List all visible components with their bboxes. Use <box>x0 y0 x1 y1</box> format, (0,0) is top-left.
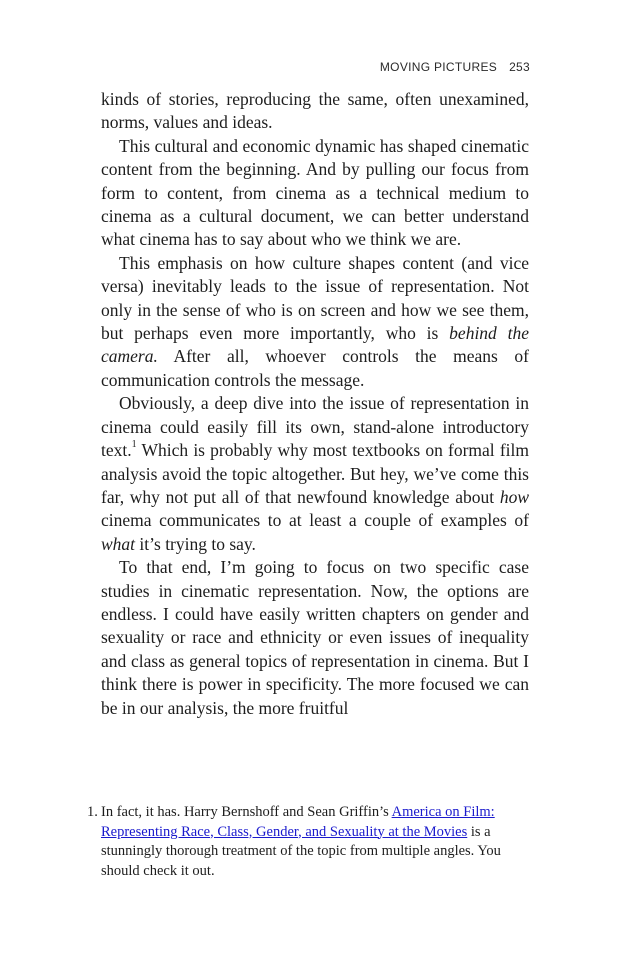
paragraph-1 <box>101 88 529 135</box>
paragraph-1-text: kinds of stories, reproducing the same, often unexamined, norms, values and ideas. <box>101 89 529 133</box>
paragraph-4-text-mid: Which is probably why most textbooks on formal film analysis avoid the topic altogether. But hey, we’ve come this far, why not put all of that newfound knowledge about <box>101 440 529 507</box>
footnote-1 <box>87 803 521 881</box>
running-head <box>380 60 530 74</box>
paragraph-4-text-end: it’s trying to say. <box>135 533 256 554</box>
paragraph-3 <box>101 252 529 392</box>
footnote-number: 1. <box>87 804 98 820</box>
page-number: 253 <box>509 60 530 74</box>
footnote-ref-1[interactable]: 1 <box>131 439 137 451</box>
running-title: MOVING PICTURES <box>379 60 498 74</box>
body-text <box>101 88 529 720</box>
footnote-text-end: is a stunningly thorough treatment of the topic from multiple angles. You should check it out. <box>101 823 501 879</box>
paragraph-4-text-mid2: cinema communicates to at least a couple of examples of <box>101 510 529 531</box>
footnotes <box>87 803 521 881</box>
paragraph-5-text: To that end, I’m going to focus on two specific case studies in cinematic representation. Now, the options are endless. I could have easily written chapters on gender and sexuality or race and ethnicity or even issues of inequality and class as general topics of representation in cinema. But I think there is power in specificity. The more focused we can be in our analysis, the more fruitful <box>101 557 529 718</box>
paragraph-3-text-end: After all, whoever controls the means of communication controls the message. <box>101 346 529 390</box>
paragraph-2-text: This cultural and economic dynamic has shaped cinematic content from the beginning. And by pulling our focus from form to content, from cinema as a technical medium to cinema as a cultural document, we can better understand what cinema has to say about who we think we are. <box>101 135 529 250</box>
book-title-link[interactable]: America on Film: Representing Race, Class, Gender, and Sexuality at the Movies <box>101 804 495 840</box>
footnote-text-start: In fact, it has. Harry Bernshoff and Sean Griffin’s <box>101 804 392 820</box>
paragraph-5 <box>101 556 529 720</box>
paragraph-4-emphasis-what: what <box>101 533 136 554</box>
paragraph-4-emphasis-how: how <box>499 486 529 507</box>
paragraph-3-text: This emphasis on how culture shapes content (and vice versa) inevitably leads to the issue of representation. Not only in the sense of who is on screen and how we see them, but perhaps even more importantly, who is <box>101 252 529 344</box>
paragraph-4 <box>101 392 529 556</box>
paragraph-2 <box>101 135 529 252</box>
footnote-text <box>101 803 521 881</box>
paragraph-3-emphasis: behind the camera. <box>101 323 529 367</box>
paragraph-4-text: Obviously, a deep dive into the issue of representation in cinema could easily fill its own, stand-alone introductory text. <box>101 393 529 461</box>
